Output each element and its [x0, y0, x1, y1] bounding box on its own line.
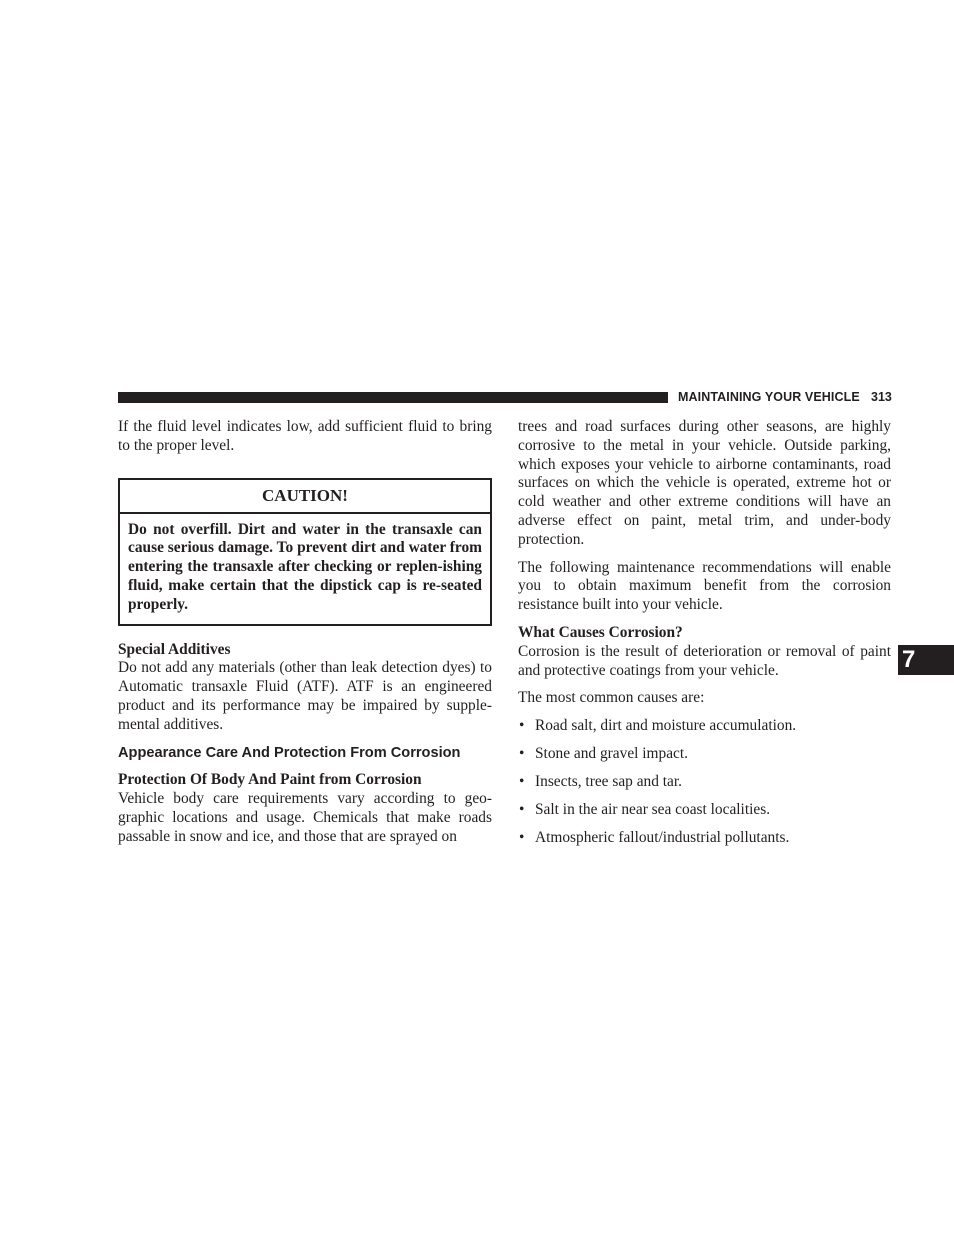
running-header-title: MAINTAINING YOUR VEHICLE: [678, 390, 860, 404]
corrosive-continued-paragraph: trees and road surfaces during other seasons, are highly corrosive to the metal in your vehicle. Outside parking, which exposes your vehicle to airborne contaminants, road surfaces on which the vehicle is operated, extreme hot or cold weather and other extreme conditions will have an adverse effect on paint, metal trim, and under-body protection.: [518, 418, 891, 548]
header-rule: [118, 392, 668, 403]
bullet-icon: •: [519, 801, 525, 819]
protection-heading: Protection Of Body And Paint from Corrosion: [118, 771, 422, 789]
bullet-icon: •: [519, 717, 525, 735]
list-item: • Atmospheric fallout/industrial pollutants.: [519, 829, 790, 847]
caution-title: CAUTION!: [120, 480, 490, 514]
special-additives-paragraph: Do not add any materials (other than leak detection dyes) to Automatic transaxle Fluid (ATF). ATF is an engineered product and its performance may be impaired by supple-mental additives.: [118, 659, 492, 733]
page-number: 313: [871, 390, 892, 404]
bullet-icon: •: [519, 745, 525, 763]
list-item: • Road salt, dirt and moisture accumulation.: [519, 717, 797, 735]
bullet-icon: •: [519, 773, 525, 791]
protection-paragraph: Vehicle body care requirements vary according to geo-graphic locations and usage. Chemicals that make roads passable in snow and ice, and those that are sprayed on: [118, 790, 492, 845]
causes-list: [518, 717, 891, 848]
common-causes-intro: The most common causes are:: [518, 689, 705, 707]
list-item: • Stone and gravel impact.: [519, 745, 689, 763]
list-item: • Insects, tree sap and tar.: [519, 773, 683, 791]
bullet-icon: •: [519, 829, 525, 847]
chapter-number: 7: [902, 646, 916, 673]
fluid-level-paragraph: If the fluid level indicates low, add sufficient fluid to bring to the proper level.: [118, 418, 492, 454]
left-column: [118, 418, 492, 847]
recommendations-paragraph: The following maintenance recommendations will enable you to obtain maximum benefit from the corrosion resistance built into your vehicle.: [518, 558, 891, 614]
what-causes-paragraph: Corrosion is the result of deterioration or removal of paint and protective coatings from your vehicle.: [518, 642, 891, 679]
appearance-care-heading: Appearance Care And Protection From Corrosion: [118, 744, 461, 761]
special-additives-heading: Special Additives: [118, 640, 231, 658]
caution-box: [118, 478, 492, 626]
chapter-tab: [898, 645, 954, 675]
what-causes-heading: What Causes Corrosion?: [518, 623, 683, 641]
right-column: [518, 418, 891, 857]
list-item: • Salt in the air near sea coast localities.: [519, 801, 771, 819]
caution-text: Do not overfill. Dirt and water in the transaxle can cause serious damage. To prevent dirt and water from entering the transaxle after checking or replen-ishing fluid, make certain that the dipstick cap is re-seated properly.: [128, 520, 482, 613]
